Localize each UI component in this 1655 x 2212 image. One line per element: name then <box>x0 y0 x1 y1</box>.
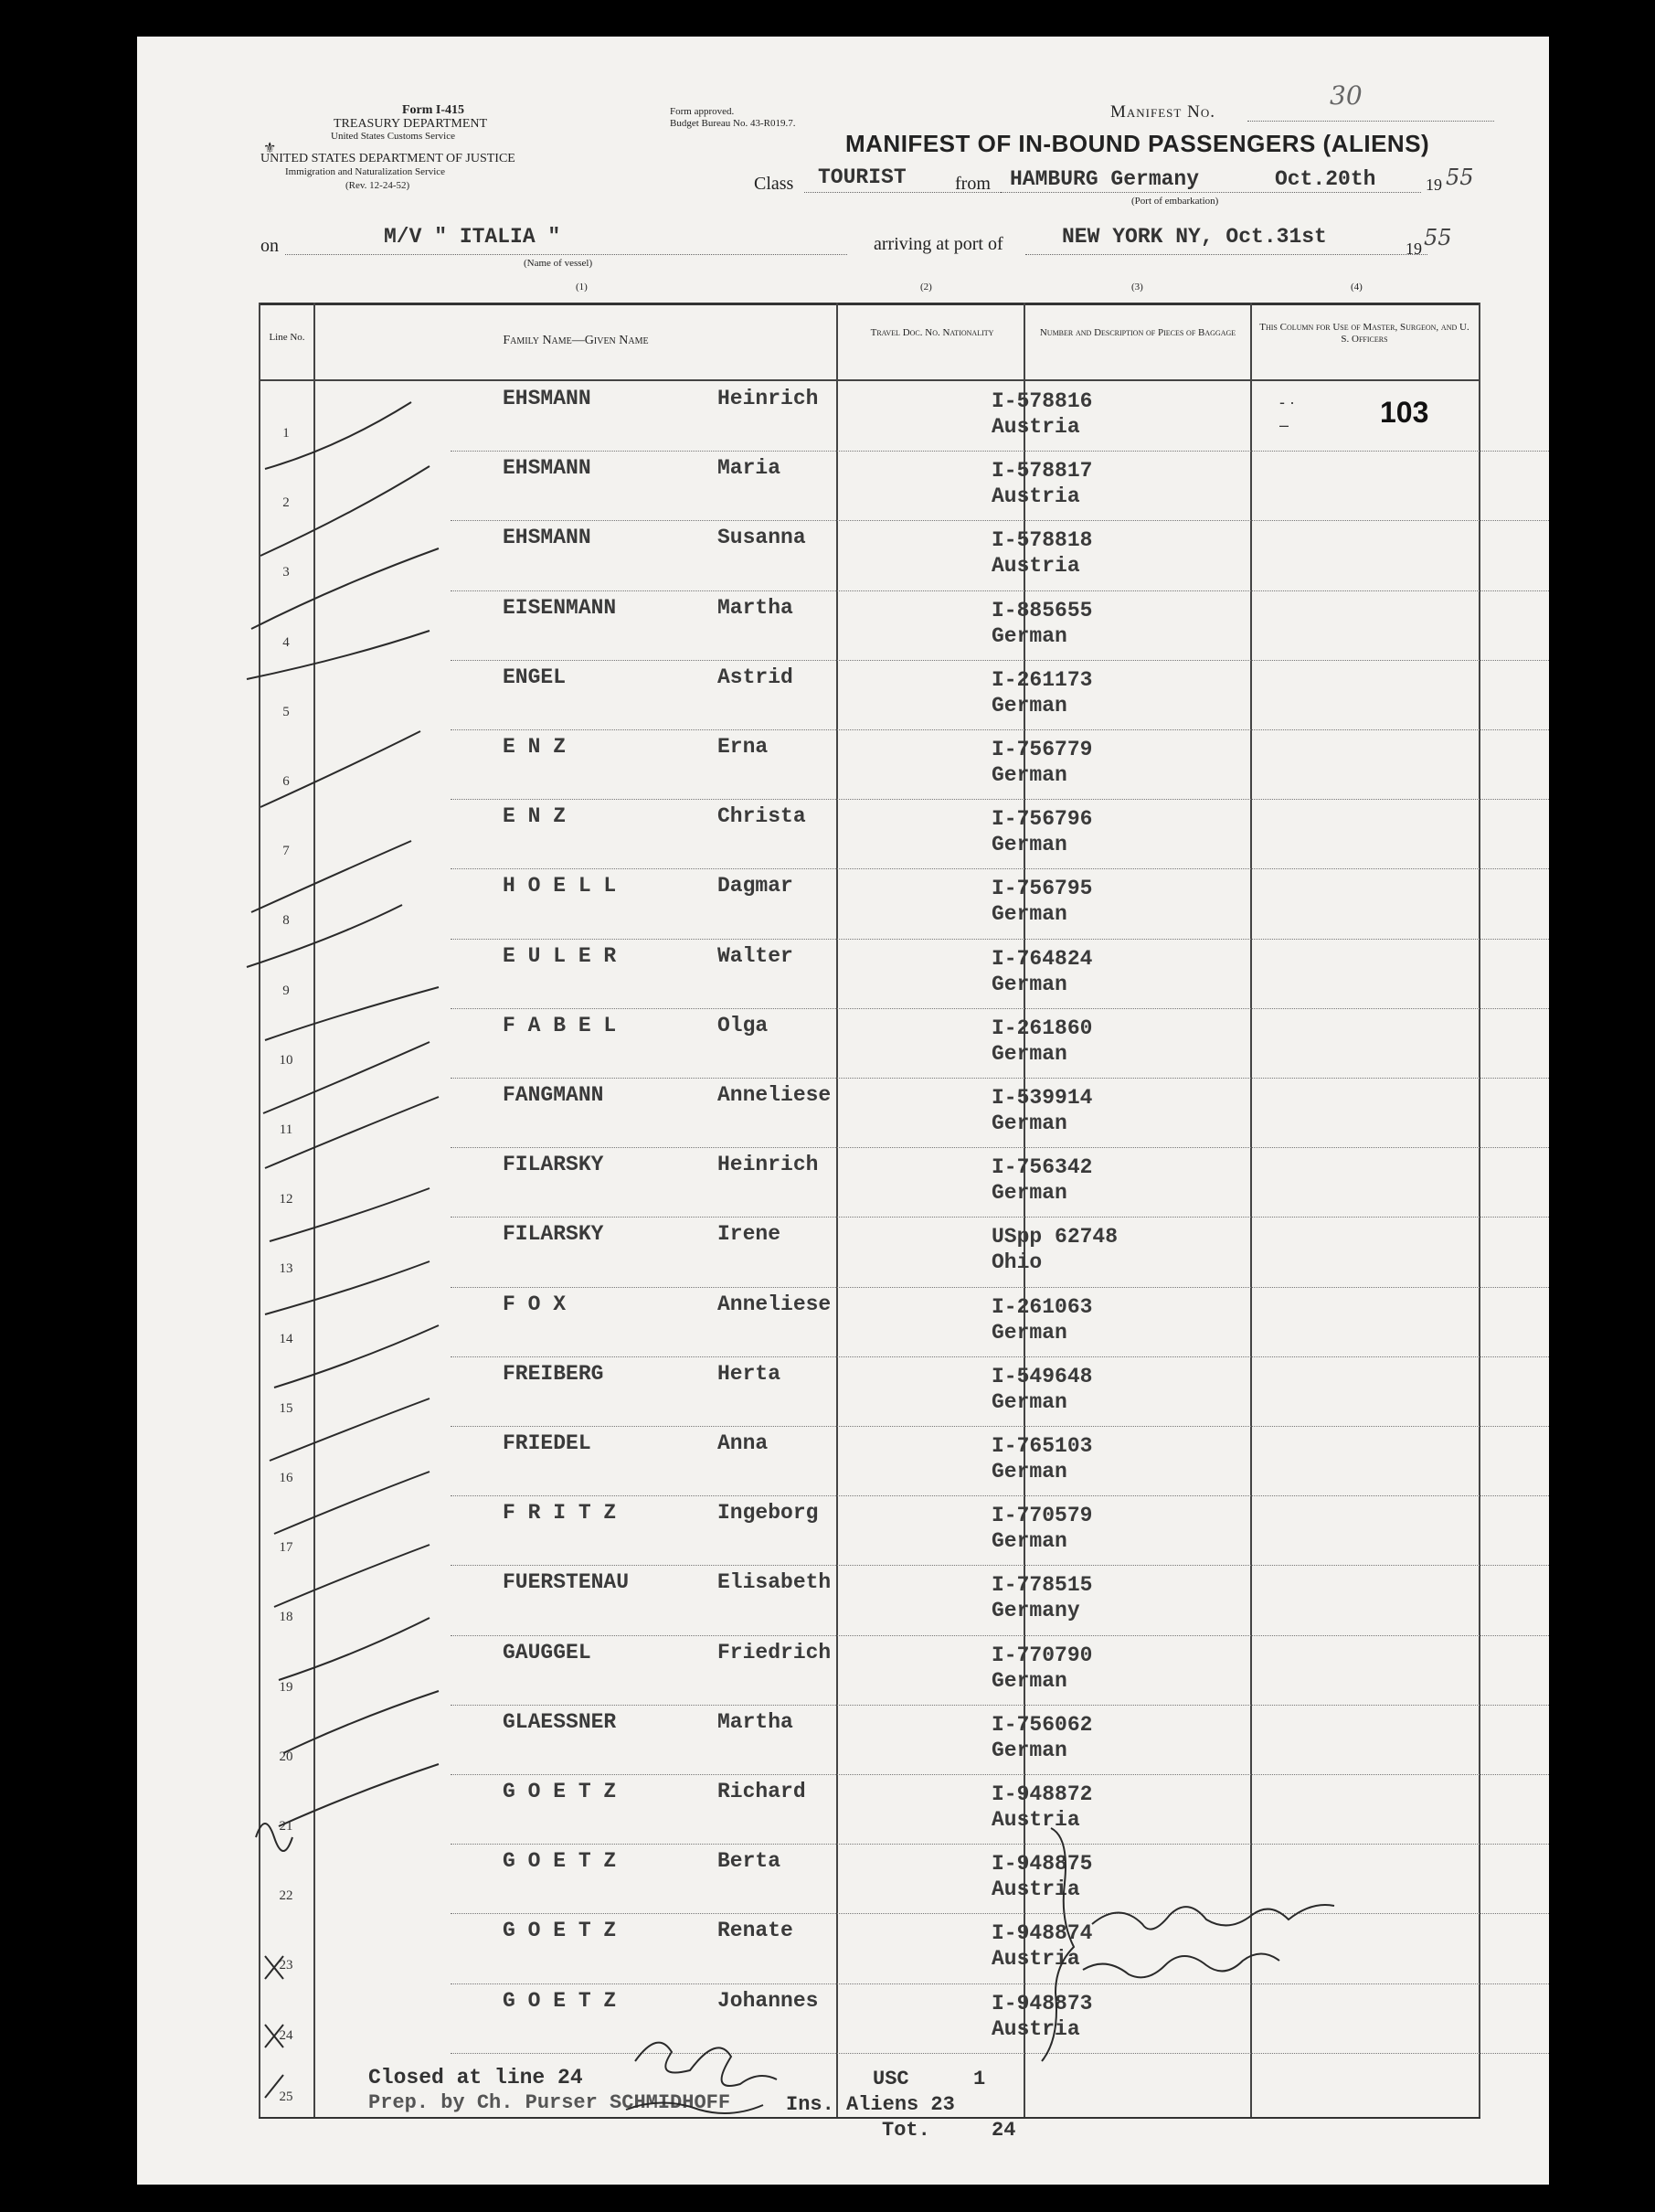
travel-doc-number: I-578816 <box>992 389 1093 413</box>
travel-doc-number: I-539914 <box>992 1086 1093 1110</box>
line-number: 9 <box>282 983 290 998</box>
nationality: Austria <box>992 1947 1080 1972</box>
from-label: from <box>955 174 991 194</box>
manifest-page <box>137 37 1549 2185</box>
usc-label: USC <box>873 2068 909 2090</box>
travel-doc-number: I-756342 <box>992 1155 1093 1180</box>
line-number: 21 <box>279 1819 293 1834</box>
total-label: Tot. <box>882 2119 930 2142</box>
nationality: Austria <box>992 1808 1080 1832</box>
year2-prefix: 19 <box>1406 239 1422 258</box>
line-number: 15 <box>279 1400 293 1416</box>
family-name: F O X <box>503 1292 567 1316</box>
nationality: German <box>992 693 1067 718</box>
family-name: FRIEDEL <box>503 1431 591 1455</box>
line-number: 10 <box>279 1052 293 1068</box>
given-name: Irene <box>717 1222 781 1247</box>
travel-doc-number: I-770790 <box>992 1643 1093 1667</box>
given-name: Astrid <box>717 665 793 689</box>
dept-justice: UNITED STATES DEPARTMENT OF JUSTICE <box>260 152 515 165</box>
line-number-25: 25 <box>279 2090 293 2104</box>
col-num-3: (3) <box>1131 282 1143 292</box>
travel-doc-number: I-764824 <box>992 946 1093 971</box>
travel-doc-number: I-261063 <box>992 1294 1093 1319</box>
nationality: Austria <box>992 2016 1080 2041</box>
officer-count: 103 <box>1380 396 1429 429</box>
given-name: Christa <box>717 804 806 829</box>
nationality: Austria <box>992 1877 1080 1902</box>
given-name: Johannes <box>717 1988 819 2013</box>
from-value: HAMBURG Germany <box>1010 167 1200 191</box>
form-approved: Form approved. <box>670 106 735 117</box>
usc-value: 1 <box>973 2068 986 2090</box>
travel-doc-number: I-778515 <box>992 1573 1093 1598</box>
travel-doc-number: I-948875 <box>992 1852 1093 1877</box>
family-name: E N Z <box>503 804 567 829</box>
travel-doc-number: I-756796 <box>992 807 1093 832</box>
family-name: FILARSKY <box>503 1153 604 1177</box>
departure-date: Oct.20th <box>1275 167 1376 191</box>
line-number: 22 <box>279 1888 293 1904</box>
handwritten-marks <box>137 37 1549 2185</box>
arriving-label: arriving at port of <box>874 234 1003 254</box>
header-line-no: Line No. <box>269 332 305 343</box>
page-title: MANIFEST OF IN-BOUND PASSENGERS (ALIENS) <box>845 130 1430 157</box>
given-name: Elisabeth <box>717 1570 832 1595</box>
line-number: 13 <box>279 1261 293 1277</box>
travel-doc-number: I-578818 <box>992 528 1093 553</box>
line-number: 17 <box>279 1540 293 1556</box>
travel-doc-number: I-756062 <box>992 1712 1093 1737</box>
nationality: German <box>992 1041 1067 1066</box>
family-name: H O E L L <box>503 874 617 899</box>
travel-doc-number: I-885655 <box>992 598 1093 622</box>
nationality: Germany <box>992 1599 1080 1623</box>
given-name: Richard <box>717 1780 806 1803</box>
given-name: Anna <box>717 1431 769 1455</box>
travel-doc-number: I-770579 <box>992 1504 1093 1528</box>
given-name: Walter <box>717 943 793 968</box>
family-name: F R I T Z <box>503 1501 617 1526</box>
line-number: 20 <box>279 1749 293 1764</box>
year2-value: 55 <box>1424 225 1452 250</box>
port-embarkation-label: (Port of embarkation) <box>1131 196 1219 207</box>
family-name: F A B E L <box>503 1013 617 1037</box>
line-number: 11 <box>279 1122 293 1137</box>
line-number: 7 <box>282 844 290 859</box>
travel-doc-number: I-948874 <box>992 1921 1093 1946</box>
family-name: EHSMANN <box>503 456 591 481</box>
given-name: Herta <box>717 1361 781 1386</box>
line-number: 16 <box>279 1471 293 1485</box>
given-name: Renate <box>717 1919 793 1943</box>
travel-doc-number: I-948872 <box>992 1782 1093 1806</box>
family-name: FILARSKY <box>503 1222 604 1247</box>
header-travel-doc: Travel Doc. No. Nationality <box>870 327 994 338</box>
travel-doc-number: I-948873 <box>992 1991 1093 2015</box>
line-number: 5 <box>282 704 290 719</box>
col-num-2: (2) <box>920 282 932 292</box>
family-name: G O E T Z <box>503 1849 617 1874</box>
travel-doc-number: I-578817 <box>992 459 1093 484</box>
family-name: G O E T Z <box>503 1780 617 1803</box>
travel-doc-number: I-549648 <box>992 1364 1093 1388</box>
travel-doc-number: I-756779 <box>992 738 1093 761</box>
ins-aliens: Ins. Aliens 23 <box>786 2093 955 2116</box>
nationality: German <box>992 902 1067 927</box>
class-value: TOURIST <box>818 165 907 189</box>
family-name: ENGEL <box>503 665 567 689</box>
year-prefix: 19 <box>1426 175 1442 194</box>
family-name: EHSMANN <box>503 526 591 550</box>
vessel-name: M/V " ITALIA " <box>384 225 561 249</box>
family-name: EHSMANN <box>503 387 591 410</box>
nationality: German <box>992 1320 1067 1345</box>
nationality: German <box>992 1529 1067 1554</box>
nationality: Austria <box>992 415 1080 439</box>
travel-doc-number: I-261860 <box>992 1016 1093 1040</box>
travel-doc-number: USpp 62748 <box>992 1225 1119 1250</box>
line-number: 8 <box>282 913 290 929</box>
line-number: 24 <box>279 2027 293 2043</box>
line-number: 6 <box>282 774 290 789</box>
nationality: German <box>992 972 1067 996</box>
line-number: 19 <box>279 1679 293 1695</box>
nationality: German <box>992 833 1067 857</box>
total-value: 24 <box>992 2119 1016 2142</box>
nationality: German <box>992 1111 1067 1135</box>
given-name: Dagmar <box>717 874 793 899</box>
line-number: 14 <box>279 1331 293 1346</box>
nationality: Austria <box>992 554 1080 579</box>
family-name: FANGMANN <box>503 1083 604 1107</box>
col-num-4: (4) <box>1351 282 1363 292</box>
col-num-1: (1) <box>576 282 588 292</box>
given-name: Susanna <box>717 526 806 550</box>
nationality: German <box>992 1460 1067 1484</box>
travel-doc-number: I-756795 <box>992 877 1093 901</box>
family-name: E N Z <box>503 735 567 759</box>
family-name: G O E T Z <box>503 1988 617 2013</box>
given-name: Erna <box>717 735 769 759</box>
nationality: German <box>992 1181 1067 1206</box>
header-baggage: Number and Description of Pieces of Baggage <box>1039 327 1236 338</box>
family-name: GLAESSNER <box>503 1709 617 1734</box>
line-number: 2 <box>282 495 290 511</box>
given-name: Heinrich <box>717 387 819 410</box>
tick-mark: – <box>1279 416 1289 434</box>
family-name: FUERSTENAU <box>503 1570 630 1595</box>
given-name: Heinrich <box>717 1153 819 1177</box>
nationality: German <box>992 1668 1067 1693</box>
family-name: G O E T Z <box>503 1919 617 1943</box>
manifest-no-value: 30 <box>1330 80 1363 111</box>
given-name: Olga <box>717 1013 769 1037</box>
line-number: 18 <box>279 1610 293 1625</box>
family-name: EISENMANN <box>503 595 617 620</box>
rev-date: (Rev. 12-24-52) <box>345 180 410 191</box>
manifest-no-label: Manifest No. <box>1110 102 1215 122</box>
vessel-name-label: (Name of vessel) <box>524 258 593 269</box>
given-name: Anneliese <box>717 1292 832 1316</box>
travel-doc-number: I-261173 <box>992 667 1093 692</box>
line-number: 4 <box>282 634 290 650</box>
family-name: FREIBERG <box>503 1361 604 1386</box>
closed-at-line: Closed at line 24 <box>368 2066 583 2090</box>
budget-bureau: Budget Bureau No. 43-R019.7. <box>670 118 796 129</box>
line-number: 1 <box>282 426 290 441</box>
given-name: Berta <box>717 1849 781 1874</box>
given-name: Martha <box>717 1709 793 1734</box>
dept-justice-sub: Immigration and Naturalization Service <box>285 166 446 177</box>
prepared-by: Prep. by Ch. Purser SCHMIDHOFF <box>368 2091 731 2114</box>
nationality: Ohio <box>992 1250 1043 1275</box>
tick-mark: - · <box>1279 393 1295 411</box>
travel-doc-number: I-765103 <box>992 1434 1093 1458</box>
given-name: Friedrich <box>717 1640 832 1664</box>
arrival-port-date: NEW YORK NY, Oct.31st <box>1062 225 1327 249</box>
nationality: German <box>992 623 1067 648</box>
header-officer-use: This Column for Use of Master, Surgeon, and U. S. Officers <box>1259 322 1469 345</box>
given-name: Martha <box>717 595 793 620</box>
class-label: Class <box>754 174 794 194</box>
line-number: 12 <box>279 1192 293 1207</box>
nationality: German <box>992 1738 1067 1762</box>
nationality: German <box>992 763 1067 787</box>
given-name: Anneliese <box>717 1083 832 1107</box>
form-number: Form I-415 <box>402 103 465 117</box>
line-number: 3 <box>282 565 290 580</box>
family-name: GAUGGEL <box>503 1640 591 1664</box>
seal-icon: ⚜ <box>263 141 277 156</box>
line-number: 23 <box>279 1958 293 1973</box>
family-name: E U L E R <box>503 943 617 968</box>
given-name: Maria <box>717 456 781 481</box>
nationality: German <box>992 1389 1067 1414</box>
header-name: Family Name—Given Name <box>503 334 649 347</box>
given-name: Ingeborg <box>717 1501 819 1526</box>
on-label: on <box>260 236 279 256</box>
dept-treasury: TREASURY DEPARTMENT <box>334 117 488 131</box>
dept-treasury-sub: United States Customs Service <box>331 131 455 142</box>
nationality: Austria <box>992 484 1080 509</box>
year-value: 55 <box>1446 165 1474 190</box>
